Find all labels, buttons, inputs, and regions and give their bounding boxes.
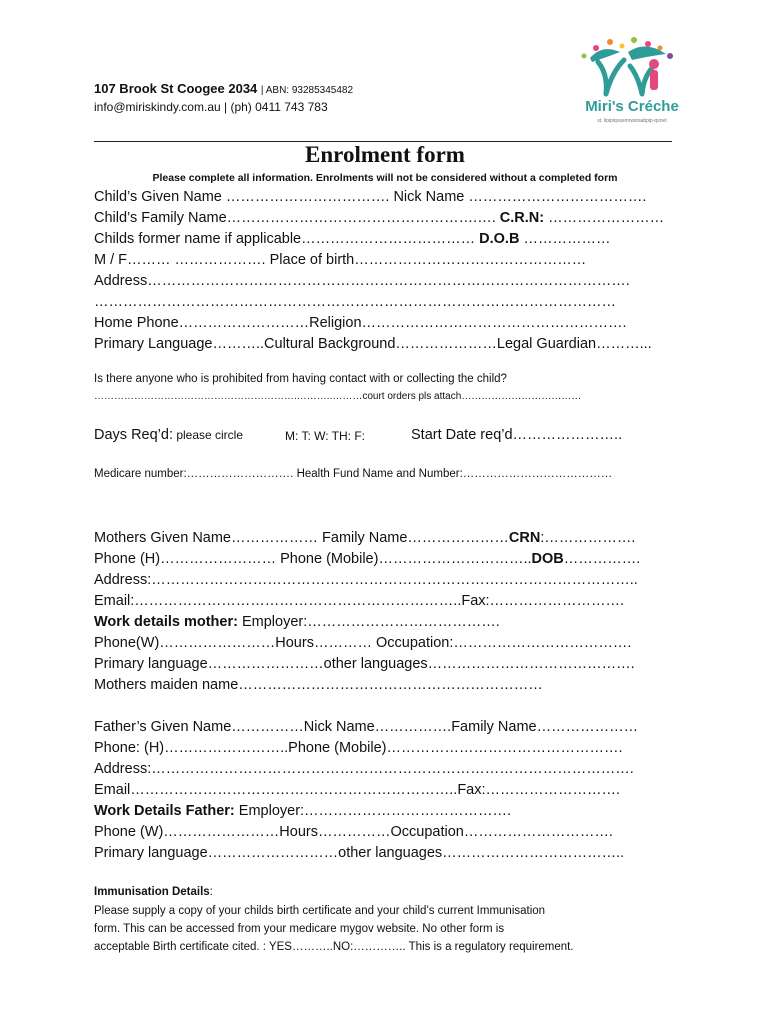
mother-phone-label: Phone (H)…………………… Phone (Mobile)…………………………..	[94, 551, 532, 567]
mother-name-field[interactable]	[94, 530, 635, 546]
father-address-field[interactable]: Address:……………………………………………………………………………………….	[94, 761, 634, 777]
mother-maiden-name-field[interactable]: Mothers maiden name………………………………………………………	[94, 677, 543, 693]
immunisation-heading	[94, 886, 213, 898]
father-work-details-label: Work Details Father:	[94, 803, 235, 819]
address-text: 107 Brook St Coogee 2034	[94, 81, 258, 96]
child-former-name-field[interactable]	[94, 231, 610, 247]
miris-creche-logo	[562, 34, 702, 126]
prohibited-contact-question: Is there anyone who is prohibited from having contact with or collecting the child?	[94, 373, 507, 385]
dob-label: D.O.B	[479, 231, 524, 247]
prohibited-contact-answer[interactable]: …………………………………………………….………..………court orders pls attach………………………………	[94, 391, 582, 402]
page-title: Enrolment form	[305, 142, 465, 167]
form-notice: Please complete all information. Enrolments will not be considered without a completed form	[152, 172, 618, 184]
mother-employer-blank: Employer:………………………………….	[237, 614, 500, 630]
mother-address-field[interactable]: Address:………………………………………………………………………………………..	[94, 572, 638, 588]
mother-dob-blank: …………….	[563, 551, 641, 567]
dob-blank: ………………	[523, 231, 611, 247]
father-language-field[interactable]: Primary language………………………other languages………………………………..	[94, 845, 625, 861]
father-employer-blank: Employer:…………………………………….	[234, 803, 512, 819]
header-address	[94, 81, 353, 96]
mother-name-label: Mothers Given Name……………… Family Name…………………	[94, 530, 509, 546]
days-hint: please circle	[172, 428, 244, 442]
immunisation-colon: :	[209, 886, 213, 898]
tree-icon	[582, 37, 674, 94]
header-contact: info@miriskindy.com.au | (ph) 0411 743 783	[94, 100, 328, 114]
days-required-row[interactable]	[94, 427, 243, 443]
father-name-field[interactable]: Father’s Given Name……………Nick Name…………….Family Name…………………	[94, 719, 639, 735]
mother-phone-field[interactable]	[94, 551, 640, 567]
crn-label: C.R.N:	[499, 210, 549, 226]
immunisation-line-2: form. This can be accessed from your medicare mygov website. No other form is	[94, 923, 505, 935]
mother-work-phone-field[interactable]: Phone(W)……………………Hours………… Occupation:……………………………….	[94, 635, 632, 651]
child-family-name-field[interactable]	[94, 210, 664, 226]
child-address-line2-field[interactable]: ………………………………………………………………………………………………	[94, 294, 616, 310]
logo-tagline: st. ilpipiqvasmrwstaabpip-qsnet	[597, 118, 667, 124]
mother-work-details-field[interactable]	[94, 614, 500, 630]
logo-wordmark: Miri's Créche	[585, 98, 679, 115]
medicare-field[interactable]: Medicare number:………………………. Health Fund Name and Number:…………………………………	[94, 468, 613, 480]
mother-email-fax-field[interactable]: Email:…………………………………………………………..Fax:……………………….	[94, 593, 625, 609]
mother-dob-label: DOB	[531, 551, 564, 567]
mother-crn-blank: :……………….	[540, 530, 636, 546]
child-sex-birthplace-field[interactable]: M / F……… ………………. Place of birth…………………………………………	[94, 252, 587, 268]
child-address-field[interactable]: Address……………………………………………………………………………………….	[94, 273, 630, 289]
crn-blank: ……………………	[548, 210, 665, 226]
mother-work-details-label: Work details mother:	[94, 614, 238, 630]
mother-crn-label: CRN	[508, 530, 541, 546]
child-given-name-field[interactable]: Child’s Given Name ……………………………. Nick Name ……………………………….	[94, 189, 647, 205]
abn-text: | ABN: 93285345482	[260, 85, 354, 96]
father-work-details-field[interactable]	[94, 803, 511, 819]
mother-language-field[interactable]: Primary language……………………other languages…………………………………….	[94, 656, 635, 672]
start-date-field[interactable]: Start Date req’d…………………..	[411, 427, 623, 443]
father-phone-field[interactable]: Phone: (H)……………………..Phone (Mobile)………………………………………….	[94, 740, 623, 756]
child-family-name-label: Child’s Family Name…………………………………………….….	[94, 210, 500, 226]
language-culture-guardian-field[interactable]: Primary Language………..Cultural Background…………………Legal Guardian………...	[94, 336, 652, 352]
immunisation-line-1: Please supply a copy of your childs birth certificate and your child’s current Immunisation	[94, 905, 546, 917]
days-label: Days Req’d:	[94, 427, 173, 443]
father-work-phone-field[interactable]: Phone (W)……………………Hours……………Occupation………………………….	[94, 824, 613, 840]
immunisation-line-3[interactable]: acceptable Birth certificate cited. : YES………..NO:………….. This is a regulatory requirement.	[94, 941, 574, 953]
days-options[interactable]: M: T: W: TH: F:	[285, 429, 366, 443]
home-phone-religion-field[interactable]: Home Phone………………………Religion……………………………………………….	[94, 315, 627, 331]
father-email-fax-field[interactable]: Email…………………………………………………………..Fax:……………………….	[94, 782, 621, 798]
former-name-label: Childs former name if applicable………………………………	[94, 231, 480, 247]
immunisation-title: Immunisation Details	[94, 886, 210, 898]
